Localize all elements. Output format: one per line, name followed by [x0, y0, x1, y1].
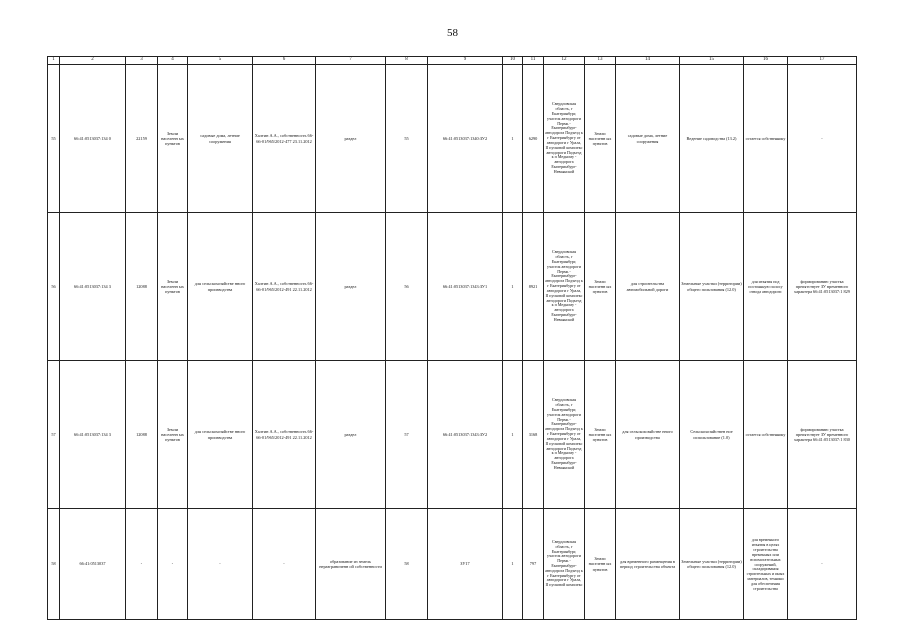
column-header: 12: [544, 57, 585, 65]
action-cell: раздел: [316, 65, 386, 213]
right-cell: [744, 509, 788, 620]
address-text: Свердловская область, г Екатеринбург, участок автодороги Пермь - Екатеринбург-автодорога Подъезд к г Екатеринбургу от автодороги г Урала, II пусковой комплекс: [545, 539, 583, 588]
column-header: 13: [585, 57, 616, 65]
column-header: 14: [616, 57, 680, 65]
new-area-cell: 8921: [523, 213, 544, 361]
owner-cell: Халтин А.А., собственность 66-66-01/965/2012-477 23.11.2012: [253, 65, 316, 213]
category-cell: Земли населенн ых пунктов: [158, 213, 188, 361]
new-category-cell: Земли населенн ых пунктов: [585, 509, 616, 620]
column-header: 4: [158, 57, 188, 65]
count-cell: 1: [503, 65, 523, 213]
new-area-cell: 3168: [523, 361, 544, 509]
row-number: 58: [48, 509, 60, 620]
note-cell: -: [788, 65, 857, 213]
count-cell: 1: [503, 509, 523, 620]
column-header: 16: [744, 57, 788, 65]
new-row-number: 58: [386, 509, 428, 620]
permitted-use-cell: для сельскохозяйстве нного производства: [188, 361, 253, 509]
new-cadastral-number: 66:41:0513037:1343:ЗУ1: [428, 213, 503, 361]
new-use-cell: для временного размещения в период строительства объекта: [616, 509, 680, 620]
address-cell: [544, 509, 585, 620]
column-number-row: [48, 57, 857, 65]
vri-cell: Ведение садоводства (13.2): [680, 65, 744, 213]
column-header: 6: [253, 57, 316, 65]
cadastral-number: 66:41:0513037:134 3: [60, 361, 126, 509]
column-header: 7: [316, 57, 386, 65]
new-use-cell: для сельскохозяйстве нного производства: [616, 361, 680, 509]
new-cadastral-number: ЗУ17: [428, 509, 503, 620]
new-category-cell: Земли населенн ых пунктов: [585, 361, 616, 509]
row-number: 55: [48, 65, 60, 213]
cadastral-number: 66:41:0513037:134 0: [60, 65, 126, 213]
new-category-cell: Земли населенн ых пунктов: [585, 65, 616, 213]
area-cell: 12088: [126, 361, 158, 509]
new-category-cell: Земли населенн ых пунктов: [585, 213, 616, 361]
category-cell: Земли населенн ых пунктов: [158, 361, 188, 509]
column-header: 11: [523, 57, 544, 65]
page-number: 58: [447, 27, 458, 39]
vri-cell: Земельные участки (территории) общего пользования (12.0): [680, 213, 744, 361]
table-row: [48, 65, 857, 213]
right-cell: остается собственнику: [744, 65, 788, 213]
category-cell: -: [158, 509, 188, 620]
new-cadastral-number: 66:41:0513037:1343:ЗУ2: [428, 361, 503, 509]
area-cell: 22159: [126, 65, 158, 213]
permitted-use-cell: для сельскохозяйстве нного производства: [188, 213, 253, 361]
column-header: 17: [788, 57, 857, 65]
permitted-use-cell: садовые дома, летние сооружения: [188, 65, 253, 213]
new-row-number: 56: [386, 213, 428, 361]
action-cell: раздел: [316, 361, 386, 509]
address-cell: Свердловская область, г Екатеринбург, участок автодороги Пермь - Екатеринбург-автодорога Подъезд к г Екатеринбургу от автодороги г Урала, II пусковой комплекс автодороги Подъезд к п Медному - автодорога Екатеринбург-Невьянской: [544, 213, 585, 361]
cadastral-number: 66:41:0513037:134 3: [60, 213, 126, 361]
note-cell: формированию участка препятствует ЗУ временного характера 66:41:0513037:1 830: [788, 361, 857, 509]
owner-cell: Халтин А.А., собственность 66-66-01/965/2012-491 22.11.2012: [253, 213, 316, 361]
new-use-cell: садовые дома, летние сооружения: [616, 65, 680, 213]
vri-cell: Земельные участки (территории) общего пользования (12.0): [680, 509, 744, 620]
area-cell: 12088: [126, 213, 158, 361]
table-row: [48, 509, 857, 620]
count-cell: 1: [503, 361, 523, 509]
column-header: 1: [48, 57, 60, 65]
column-header: 15: [680, 57, 744, 65]
row-number: 56: [48, 213, 60, 361]
category-cell: Земли населенн ых пунктов: [158, 65, 188, 213]
new-use-cell: для строительства автомобильной дороги: [616, 213, 680, 361]
row-number: 57: [48, 361, 60, 509]
new-row-number: 57: [386, 361, 428, 509]
address-cell: Свердловская область, г Екатеринбург, участок автодороги Пермь - Екатеринбург-автодорога Подъезд к г Екатеринбургу от автодороги г Урала, II пусковой комплекс автодороги Подъезд к п Медному - автодорога Екатеринбург-Невьянской: [544, 65, 585, 213]
cadastral-number: 66:41:0513037: [60, 509, 126, 620]
column-header: 9: [428, 57, 503, 65]
action-cell: раздел: [316, 213, 386, 361]
new-cadastral-number: 66:41:0513037:1340:ЗУ2: [428, 65, 503, 213]
table-row: [48, 213, 857, 361]
column-header: 3: [126, 57, 158, 65]
count-cell: 1: [503, 213, 523, 361]
new-row-number: 55: [386, 65, 428, 213]
owner-cell: Халтин А.А., собственность 66-66-01/965/2012-491 22.11.2012: [253, 361, 316, 509]
table-row: [48, 361, 857, 509]
note-cell: формированию участка препятствует ЗУ временного характера 66:41:0513037:1 829: [788, 213, 857, 361]
vri-cell: Сельскохозяйствен ное использование (1.0): [680, 361, 744, 509]
new-area-cell: 6290: [523, 65, 544, 213]
land-register-table: [47, 56, 857, 620]
owner-cell: -: [253, 509, 316, 620]
right-text: для временного изъятия в целях строительства временных или вспомогательных сооружений, складирования строительных и иных материалов, техники для обеспечения строительства: [746, 536, 785, 592]
right-cell: для изъятия под постоянную полосу отвода автодороги: [744, 213, 788, 361]
area-cell: -: [126, 509, 158, 620]
note-cell: -: [788, 509, 857, 620]
column-header: 2: [60, 57, 126, 65]
column-header: 8: [386, 57, 428, 65]
address-cell: Свердловская область, г Екатеринбург, участок автодороги Пермь - Екатеринбург-автодорога Подъезд к г Екатеринбургу от автодороги г Урала, II пусковой комплекс автодороги Подъезд к п Медному - автодорога Екатеринбург-Невьянской: [544, 361, 585, 509]
new-area-cell: 797: [523, 509, 544, 620]
column-header: 5: [188, 57, 253, 65]
action-cell: образование из земель неразграниченн ой собственности: [316, 509, 386, 620]
permitted-use-cell: -: [188, 509, 253, 620]
column-header: 10: [503, 57, 523, 65]
right-cell: остается собственнику: [744, 361, 788, 509]
